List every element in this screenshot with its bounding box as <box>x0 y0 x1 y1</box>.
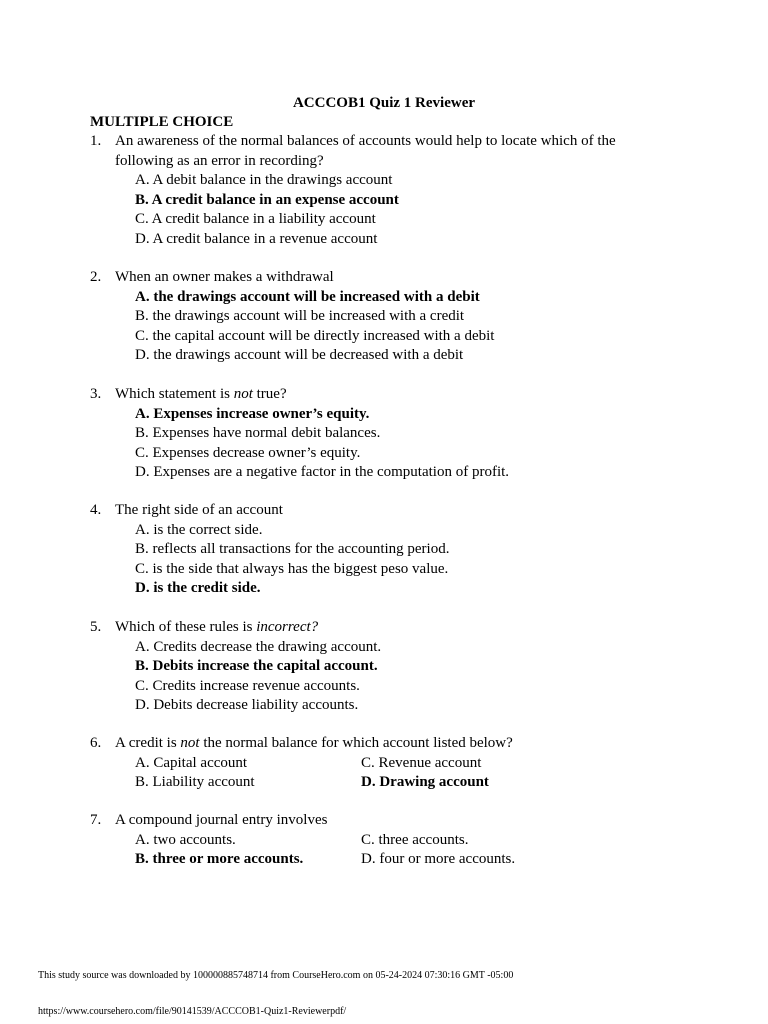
section-heading: MULTIPLE CHOICE <box>90 114 234 130</box>
option-d-answer: D. Drawing account <box>361 774 489 790</box>
question-5 <box>90 618 650 716</box>
stem-text: true? <box>252 386 287 402</box>
document-title: ACCCOB1 Quiz 1 Reviewer <box>292 95 476 111</box>
question-2 <box>90 268 650 366</box>
option-c: C. is the side that always has the biggest peso value. <box>135 560 449 577</box>
option-a: A. is the correct side. <box>135 521 263 538</box>
option-d: D. the drawings account will be decreased with a debit <box>135 347 464 363</box>
stem-emphasis: not <box>233 386 253 402</box>
question-number: 5. <box>90 619 102 635</box>
options-list <box>135 171 650 249</box>
option-c: C. three accounts. <box>361 831 469 848</box>
source-url-link[interactable]: https://www.coursehero.com/file/90141539/ACCCOB1-Quiz1-Reviewerpdf/ <box>38 1006 347 1017</box>
question-stem <box>115 734 650 754</box>
option-c: C. Revenue account <box>361 754 482 771</box>
download-notice: This study source was downloaded by 100000885748714 from CourseHero.com on 05-24-2024 07:30:16 GMT -05:00 <box>38 970 514 981</box>
option-b: B. the drawings account will be increased with a credit <box>135 308 465 324</box>
options-grid <box>135 754 650 793</box>
question-number: 3. <box>90 386 102 402</box>
option-a: A. Credits decrease the drawing account. <box>135 638 382 655</box>
stem-text: the normal balance for which account listed below? <box>199 735 513 751</box>
question-stem: When an owner makes a withdrawal <box>115 269 334 285</box>
stem-emphasis: not <box>180 735 200 751</box>
option-c: C. the capital account will be directly increased with a debit <box>135 327 495 344</box>
option-b-answer: B. A credit balance in an expense account <box>135 191 399 208</box>
option-d: D. Debits decrease liability accounts. <box>135 697 359 713</box>
option-a-answer: A. the drawings account will be increased with a debit <box>135 288 480 305</box>
option-b: B. reflects all transactions for the accounting period. <box>135 541 450 557</box>
question-number: 1. <box>90 133 102 149</box>
option-c: C. Credits increase revenue accounts. <box>135 677 360 694</box>
option-b: B. Expenses have normal debit balances. <box>135 425 381 441</box>
option-c: C. Expenses decrease owner’s equity. <box>135 444 361 461</box>
question-7 <box>90 811 650 870</box>
question-stem: The right side of an account <box>115 502 283 518</box>
options-list <box>135 638 650 716</box>
question-3 <box>90 385 650 483</box>
question-stem: An awareness of the normal balances of accounts would help to locate which of the following as an error in recording? <box>115 133 616 169</box>
option-a-answer: A. Expenses increase owner’s equity. <box>135 405 370 422</box>
options-list <box>135 405 650 483</box>
question-number: 2. <box>90 269 102 285</box>
question-number: 7. <box>90 812 102 828</box>
stem-text: A credit is <box>115 735 181 751</box>
options-list <box>135 521 650 599</box>
option-a: A. Capital account <box>135 754 248 771</box>
option-a: A. two accounts. <box>135 831 236 848</box>
option-b-answer: B. three or more accounts. <box>135 851 304 867</box>
option-a: A. A debit balance in the drawings account <box>135 172 393 188</box>
question-4 <box>90 501 650 599</box>
question-stem: A compound journal entry involves <box>115 812 328 828</box>
option-d: D. four or more accounts. <box>361 851 516 867</box>
question-stem <box>115 385 650 405</box>
stem-emphasis: incorrect? <box>256 619 319 635</box>
option-d: D. A credit balance in a revenue account <box>135 230 378 247</box>
option-d-answer: D. is the credit side. <box>135 580 261 596</box>
question-stem <box>115 618 650 638</box>
option-b-answer: B. Debits increase the capital account. <box>135 658 378 674</box>
question-1 <box>90 132 650 249</box>
question-number: 4. <box>90 502 102 518</box>
options-grid <box>135 831 650 870</box>
option-d: D. Expenses are a negative factor in the computation of profit. <box>135 464 510 480</box>
stem-text: Which statement is <box>115 386 234 402</box>
options-list <box>135 288 650 366</box>
option-b: B. Liability account <box>135 774 255 790</box>
stem-text: Which of these rules is <box>115 619 257 635</box>
option-c: C. A credit balance in a liability account <box>135 211 376 227</box>
question-number: 6. <box>90 735 102 751</box>
question-6 <box>90 734 650 793</box>
